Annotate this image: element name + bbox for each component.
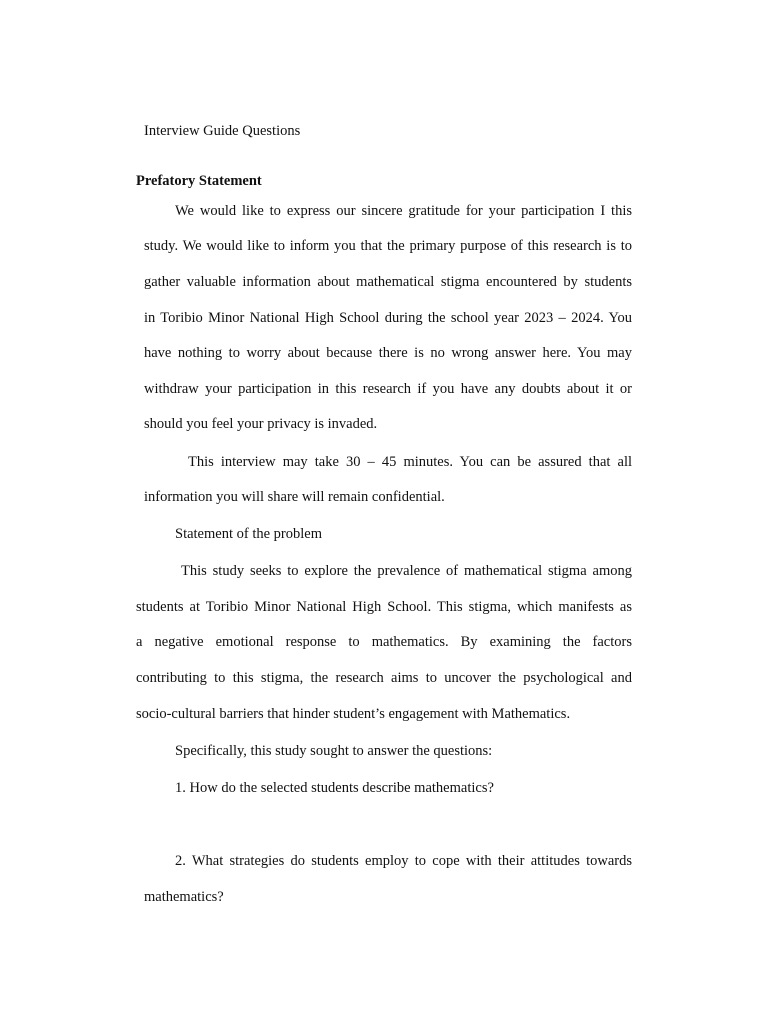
problem-line: contributing to this stigma, the research aims to uncover the psychological and [136,670,632,686]
prefatory-line: have nothing to worry about because there is no wrong answer here. You may [144,345,632,361]
prefatory-line: should you feel your privacy is invaded. [144,416,378,432]
question-1: 1. How do the selected students describe mathematics? [175,780,494,796]
prefatory-line: information you will share will remain confidential. [144,489,445,505]
prefatory-line: This interview may take 30 – 45 minutes. You can be assured that all [188,454,632,470]
prefatory-line: gather valuable information about mathematical stigma encountered by students [144,274,632,290]
specifically-line: Specifically, this study sought to answer the questions: [175,743,493,759]
document-title: Interview Guide Questions [144,123,301,139]
prefatory-line: withdraw your participation in this research if you have any doubts about it or [144,381,632,397]
problem-heading: Statement of the problem [175,526,322,542]
problem-line: students at Toribio Minor National High School. This stigma, which manifests as [136,599,632,615]
question-2-line: 2. What strategies do students employ to cope with their attitudes towards [175,853,632,869]
prefatory-line: We would like to express our sincere gratitude for your participation I this [175,203,632,219]
question-2-line: mathematics? [144,889,224,905]
prefatory-line: in Toribio Minor National High School during the school year 2023 – 2024. You [144,310,632,326]
problem-line: socio-cultural barriers that hinder student’s engagement with Mathematics. [136,706,571,722]
problem-line: a negative emotional response to mathematics. By examining the factors [136,634,632,650]
problem-line: This study seeks to explore the prevalence of mathematical stigma among [181,563,632,579]
prefatory-line: study. We would like to inform you that the primary purpose of this research is to [144,238,632,254]
prefatory-heading: Prefatory Statement [136,173,262,189]
